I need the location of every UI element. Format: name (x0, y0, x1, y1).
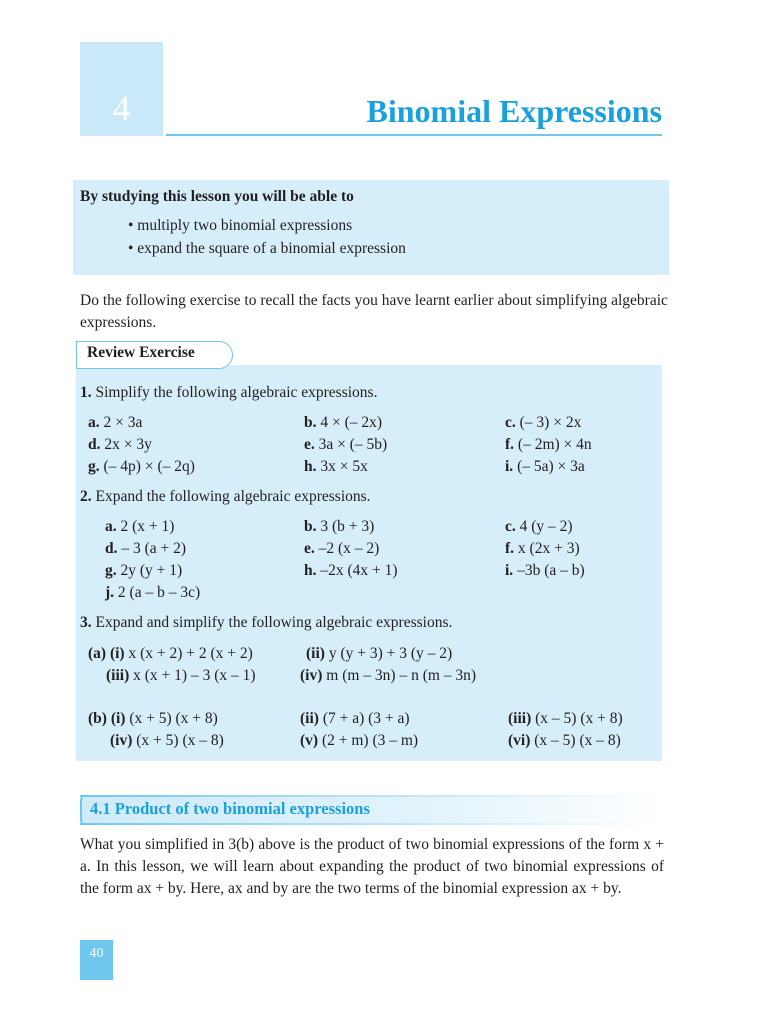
objective-item: • expand the square of a binomial expression (128, 240, 406, 257)
exercise-item-label: b. (304, 414, 317, 431)
exercise-item-label: b. (304, 518, 317, 535)
review-exercise-label: Review Exercise (87, 344, 195, 361)
exercise-item-label: c. (505, 414, 516, 431)
exercise-item-expression: 2 (x + 1) (120, 518, 175, 535)
exercise-item-label: g. (88, 458, 100, 475)
exercise-item-expression: x (x + 2) + 2 (x + 2) (128, 645, 253, 662)
exercise-item (306, 645, 452, 663)
question-text: Simplify the following algebraic expressions. (91, 384, 378, 401)
exercise-item-expression: 3a × (– 5b) (318, 436, 388, 453)
exercise-item-label: c. (505, 518, 516, 535)
exercise-item-expression: (2 + m) (3 – m) (321, 732, 419, 749)
chapter-number: 4 (112, 88, 131, 128)
exercise-item-expression: 3 (b + 3) (320, 518, 375, 535)
question-1 (80, 384, 377, 402)
exercise-item-expression: 2y (y + 1) (120, 562, 183, 579)
exercise-item (508, 710, 623, 728)
exercise-item-expression: 2 (a – b – 3c) (117, 584, 201, 601)
section-bar-top-line (80, 795, 662, 797)
exercise-item-label: (iii) (106, 667, 130, 684)
exercise-item-label: g. (105, 562, 117, 579)
exercise-item (505, 562, 585, 580)
exercise-item-expression: (x + 5) (x + 8) (129, 710, 218, 727)
exercise-item-label: h. (304, 562, 317, 579)
exercise-item-expression: (7 + a) (3 + a) (322, 710, 410, 727)
exercise-item-expression: (– 3) × 2x (519, 414, 582, 431)
exercise-item (105, 584, 200, 602)
exercise-item (304, 540, 379, 558)
section-title: 4.1 Product of two binomial expressions (90, 799, 370, 818)
exercise-item-expression: (x + 5) (x – 8) (136, 732, 224, 749)
exercise-item (304, 458, 368, 476)
exercise-item (88, 458, 195, 476)
exercise-item-expression: x (2x + 3) (517, 540, 580, 557)
exercise-item-label: i. (505, 562, 514, 579)
exercise-item-label: a. (88, 414, 100, 431)
exercise-item (105, 540, 186, 558)
exercise-item (505, 458, 585, 476)
exercise-item-expression: 4 × (– 2x) (320, 414, 383, 431)
exercise-item (300, 732, 418, 750)
question-number: 2. (80, 488, 92, 505)
objective-item: • multiply two binomial expressions (128, 217, 353, 234)
exercise-item (304, 436, 387, 454)
exercise-item-label: f. (505, 436, 515, 453)
section-bar-bottom-line (80, 823, 662, 825)
question-number: 3. (80, 614, 92, 631)
intro-paragraph: Do the following exercise to recall the facts you have learnt earlier about simplifying algebraic expressions. (80, 292, 668, 331)
exercise-item (304, 414, 382, 432)
exercise-item (505, 518, 573, 536)
exercise-item (508, 732, 621, 750)
exercise-item (88, 645, 253, 663)
exercise-item-label: d. (88, 436, 101, 453)
exercise-item (300, 667, 476, 685)
exercise-item (105, 562, 182, 580)
question-text: Expand the following algebraic expressions. (91, 488, 371, 505)
exercise-item-label: e. (304, 436, 315, 453)
question-number: 1. (80, 384, 92, 401)
exercise-item-expression: 2 × 3a (103, 414, 143, 431)
exercise-item-expression: x (x + 1) – 3 (x – 1) (133, 667, 256, 684)
exercise-item (88, 710, 218, 728)
exercise-item (505, 436, 592, 454)
exercise-item (88, 436, 152, 454)
exercise-item-label: (b) (i) (88, 710, 126, 727)
exercise-item-label: j. (105, 584, 115, 601)
objectives-heading: By studying this lesson you will be able to (80, 188, 354, 205)
exercise-item-label: h. (304, 458, 317, 475)
exercise-item-label: (iii) (508, 710, 532, 727)
exercise-item-expression: – 3 (a + 2) (121, 540, 187, 557)
exercise-item-expression: (x – 5) (x + 8) (535, 710, 623, 727)
exercise-item-expression: (– 2m) × 4n (517, 436, 592, 453)
exercise-item-label: (iv) (300, 667, 323, 684)
exercise-item-label: d. (105, 540, 118, 557)
section-bar-left-cap (80, 795, 90, 825)
exercise-item (106, 667, 256, 685)
header-rule (166, 134, 662, 136)
exercise-item-expression: (– 5a) × 3a (517, 458, 585, 475)
question-3 (80, 614, 452, 632)
exercise-item (505, 540, 580, 558)
exercise-item-label: f. (505, 540, 515, 557)
exercise-item-expression: (– 4p) × (– 2q) (103, 458, 195, 475)
exercise-item (110, 732, 224, 750)
exercise-item-expression: 3x × 5x (320, 458, 368, 475)
exercise-item (88, 414, 142, 432)
exercise-item-label: a. (105, 518, 117, 535)
exercise-item-label: e. (304, 540, 315, 557)
exercise-item (304, 562, 398, 580)
exercise-item-label: (ii) (306, 645, 325, 662)
exercise-item-label: (iv) (110, 732, 133, 749)
exercise-item-label: (vi) (508, 732, 531, 749)
exercise-item-expression: –3b (a – b) (517, 562, 585, 579)
exercise-item (304, 518, 374, 536)
exercise-item-expression: 4 (y – 2) (519, 518, 573, 535)
exercise-item-label: (v) (300, 732, 319, 749)
exercise-item-label: (a) (i) (88, 645, 125, 662)
exercise-item-expression: –2x (4x + 1) (320, 562, 398, 579)
exercise-item-expression: m (m – 3n) – n (m – 3n) (326, 667, 477, 684)
question-2 (80, 488, 371, 506)
exercise-item-expression: –2 (x – 2) (318, 540, 380, 557)
exercise-item-expression: 2x × 3y (104, 436, 152, 453)
section-body-paragraph: What you simplified in 3(b) above is the product of two binomial expressions of the form x + a. In this lesson, we will learn about expanding the product of two binomial expressions of the form ax + by. Here, ax and by are the two terms of the binomial expression ax + by. (80, 836, 664, 897)
exercise-item-expression: (x – 5) (x – 8) (534, 732, 621, 749)
exercise-item-label: i. (505, 458, 514, 475)
exercise-item (105, 518, 174, 536)
exercise-item-expression: y (y + 3) + 3 (y – 2) (328, 645, 453, 662)
question-text: Expand and simplify the following algebraic expressions. (91, 614, 453, 631)
page-number: 40 (89, 946, 104, 961)
exercise-item (300, 710, 410, 728)
exercise-item-label: (ii) (300, 710, 319, 727)
exercise-item (505, 414, 581, 432)
chapter-title: Binomial Expressions (366, 93, 662, 129)
